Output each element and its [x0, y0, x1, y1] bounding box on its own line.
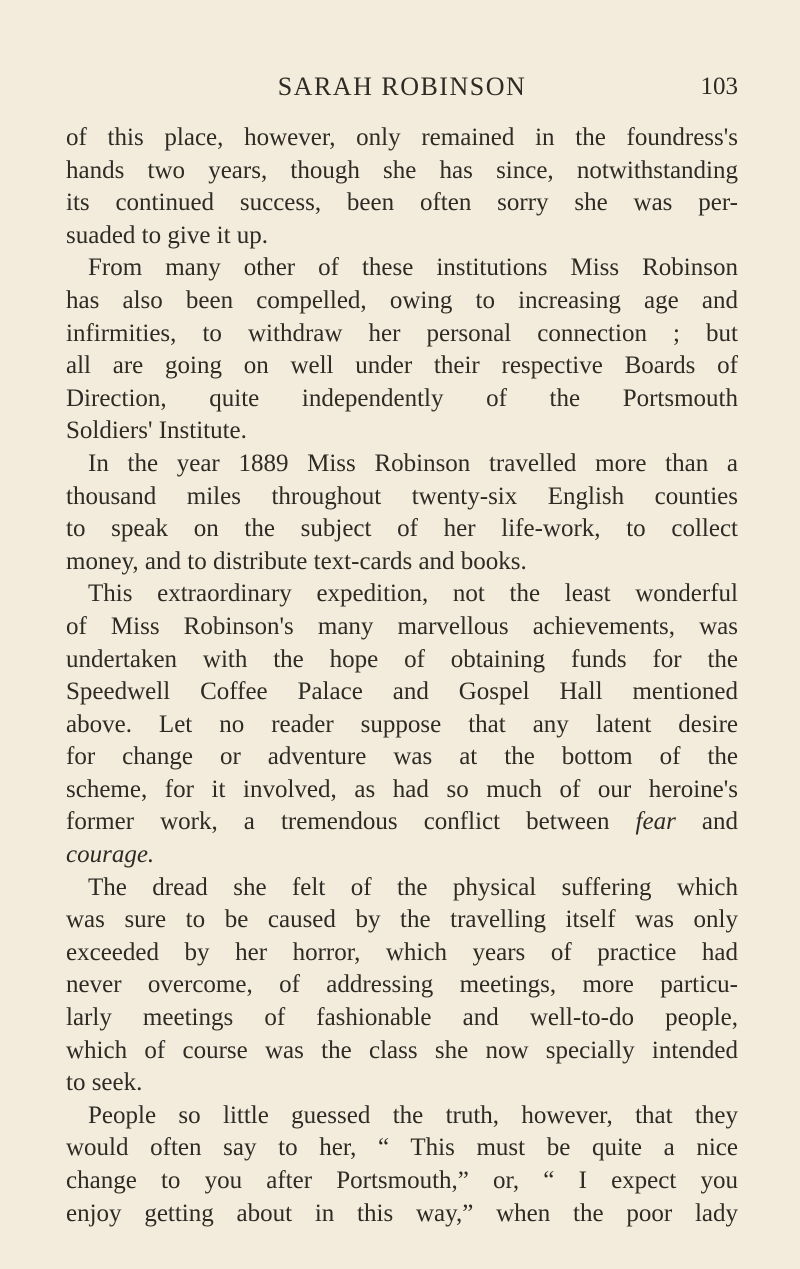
italic-word: fear — [635, 808, 676, 836]
text-line — [66, 839, 738, 872]
text-line: People so little guessed the truth, however, that they — [88, 1101, 738, 1129]
text-line: hands two years, though she has since, notwithstanding — [66, 156, 738, 184]
text-line: of Miss Robinson's many marvellous achievements, was — [66, 612, 738, 640]
text-line: Soldiers' Institute. — [66, 417, 247, 445]
text-run: former work, a tremendous conflict between — [66, 808, 636, 836]
text-line: which of course was the class she now specially intended — [66, 1036, 738, 1064]
text-line: enjoy getting about in this way,” when the poor lady — [66, 1199, 738, 1227]
text-line: infirmities, to withdraw her personal connection ; but — [66, 319, 738, 347]
italic-word: courage. — [66, 841, 155, 869]
text-line: scheme, for it involved, as had so much of our heroine's — [66, 775, 738, 803]
text-line: exceeded by her horror, which years of practice had — [66, 938, 738, 966]
text-line: This extraordinary expedition, not the least wonderful — [88, 580, 738, 608]
text-line: larly meetings of fashionable and well-to-do people, — [66, 1004, 738, 1032]
text-line: has also been compelled, owing to increasing age and — [66, 286, 738, 314]
text-line: From many other of these institutions Miss Robinson — [88, 254, 738, 282]
text-line: above. Let no reader suppose that any latent desire — [66, 710, 738, 738]
text-line: In the year 1889 Miss Robinson travelled more than a — [88, 449, 738, 477]
text-line: suaded to give it up. — [66, 221, 269, 249]
text-line: to seek. — [66, 1069, 143, 1097]
running-head — [66, 70, 738, 104]
text-line: Direction, quite independently of the Portsmouth — [66, 384, 738, 412]
text-line: The dread she felt of the physical suffering which — [88, 873, 738, 901]
text-line: for change or adventure was at the bottom of the — [66, 743, 738, 771]
page-number: 103 — [700, 73, 738, 100]
text-line: change to you after Portsmouth,” or, “ I expect you — [66, 1167, 738, 1194]
text-run: and — [675, 808, 738, 836]
text-line: never overcome, of addressing meetings, more particu- — [66, 971, 738, 999]
text-line: to speak on the subject of her life-work, to collect — [66, 515, 738, 543]
text-line: money, and to distribute text-cards and books. — [66, 547, 527, 575]
text-line: thousand miles throughout twenty-six English counties — [66, 482, 738, 510]
text-line: undertaken with the hope of obtaining funds for the — [66, 645, 738, 673]
text-line: Speedwell Coffee Palace and Gospel Hall mentioned — [66, 678, 738, 706]
text-line — [66, 806, 738, 839]
text-line: would often say to her, “ This must be quite a nice — [66, 1134, 738, 1162]
running-title: SARAH ROBINSON — [277, 72, 527, 101]
body-text — [66, 122, 738, 1230]
text-line: its continued success, been often sorry she was per- — [66, 189, 738, 217]
text-line: all are going on well under their respective Boards of — [66, 352, 738, 380]
text-line: was sure to be caused by the travelling itself was only — [66, 906, 738, 934]
text-line: of this place, however, only remained in the foundress's — [66, 124, 738, 151]
